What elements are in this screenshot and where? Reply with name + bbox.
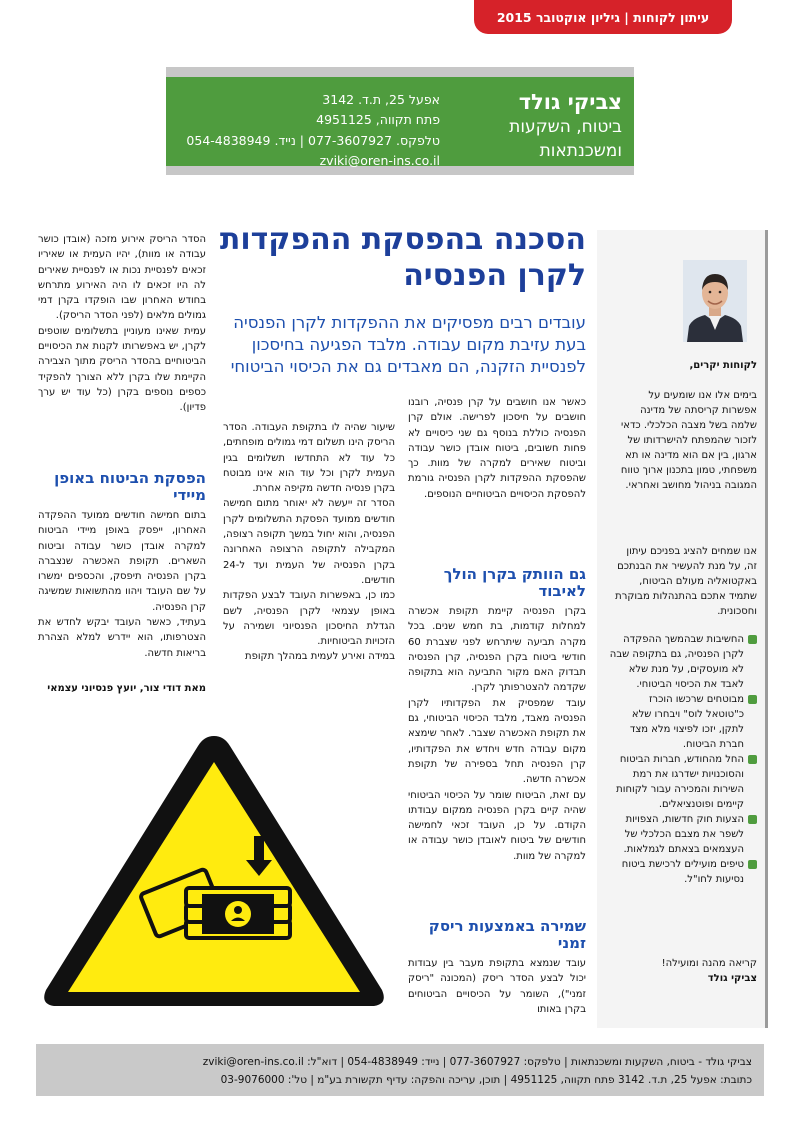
article-paragraph: כמו כן, באפשרות העובד לבצע הפקדות באופן עצמאי לקרן הפנסיה, לשם הגדלת החיסכון הפנסיוני ושמירה על הזכויות הביטוחיות. (223, 590, 395, 648)
agent-address: אפעל 25, ת.ד. 3142 (322, 92, 440, 107)
agent-services-line2: ומשכנתאות (539, 141, 622, 161)
article-paragraph: כאשר אנו חושבים על קרן פנסיה, רובנו חושבים על חיסכון לפרישה. אולם קרן הפנסיה כוללת בנוסף גם שני כיסויים לא פחות חשובים, ביטוח אובדן כושר עבודה וביטוח שאירים למקרה של מוות. כך שהפסקת ההפקדות לקרן הפנסיה גורמת להפסקת הכיסויים הביטוחיים הנוספים. (408, 397, 586, 500)
agent-card (166, 77, 634, 166)
warning-sign-icon (38, 728, 390, 1014)
article-column-3-cont (38, 508, 206, 661)
sidebar-closing: קריאה מהנה ומועילה! (661, 958, 757, 969)
article-paragraph: עם זאת, הביטוח שומר על הכיסוי הביטוחי שהיה קיים בקרן הפנסיה ממקום עבודתו הקודם. על כן, העובד זכאי לחמישה חודשים של ביטוח לאובדן כושר עבודה או למקרה של מוות. (408, 789, 586, 862)
article-column-1-end (408, 956, 586, 1017)
agent-photo (683, 260, 747, 342)
article-paragraph: בקרן הפנסיה קיימת תקופת אכשרה למחלות קודמות, בת חמש שנים. בכל מקרה תביעה שיתרחש לפני שצברת 60 חודשי ביטוח בקרן הפנסיה, קרן הפנסיה תבדוק האם מקור התביעה הוא בתקופה שקדמה להצטרפותך לקרן. (408, 606, 586, 694)
list-item: החשיבות שבהמשך ההפקדה לקרן הפנסיה, גם בתקופה שבה לא מועסקים, על מנת שלא לאבד את הכיסוי הביטוחי. (609, 632, 757, 692)
list-item: החל מהחודש, חברות הביטוח והסוכנויות ישדרגו את רמת השירות והמכירה עבור לקוחות קיימים ופוטנציאלים. (609, 752, 757, 812)
editor-sidebar (597, 230, 768, 1028)
footer-bar (36, 1044, 764, 1096)
sidebar-greeting: לקוחות יקרים, (689, 360, 757, 371)
footer-contact-line: צביקי גולד - ביטוח, השקעות ומשכנתאות | טלפקס: 077-3607927 | נייד: 054-4838949 | דוא"ל: zviki@oren-ins.co.il (202, 1056, 752, 1068)
section-heading: גם הוותק בקרן הולך לאיבוד (443, 565, 586, 600)
article-paragraph: במידה ואירע לעמית במהלך תקופת (245, 651, 395, 663)
section-heading: שמירה באמצעות ריסק זמני (428, 917, 586, 952)
header-banner (166, 67, 634, 175)
article-column-2 (223, 420, 395, 665)
list-item: טיפים מועילים לרכישת ביטוח נסיעות לחו"ל. (609, 857, 757, 887)
article-paragraph: עובד שנמצא בתקופת מעבר בין עבודות יכול לבצע הסדר ריסק (המכונה "ריסק זמני"), השומר על הכיסויים הביטוחים בקרן באותו (408, 958, 586, 1015)
list-item: הצעות חוק חדשות, הצפויות לשפר את מצבם הכלכלי של העצמאים בצאתם לגמלאות. (609, 812, 757, 857)
article-paragraph: שיעור שהיה לו בתקופת העבודה. הסדר הריסק הינו תשלום דמי גמולים מופחתים, כל עוד לא התחדשו תשלומים בגין העמית לקרן וכל עוד הוא אינו מבוטח בקרן פנסיה חדשה מקיפה אחרת. (223, 422, 395, 495)
article-column-1 (408, 395, 586, 502)
article-paragraph: עמית שאינו מעוניין בתשלומים שוטפים לקרן, יש באפשרותו לקנות את הכיסויים הביטוחיים בהסדר הריסק מתוך הצבירה הקיימת שלו בקרן ללא הצורך להפקיד כספים נוספים בקרן (כל עוד יש ערך פדיון). (38, 325, 206, 414)
article-author: מאת דודי צור, יועץ פנסיוני עצמאי (47, 683, 206, 694)
sidebar-paragraph: בימים אלו אנו שומעים על אפשרות קריסתה של מדינה שלמה בשל מצבה הכלכלי. כדאי לזכור שהמפתח להישרדותו של ארגון, בין אם הוא מדינה או תא משפחתי, טמון בתכנון ארוך טווח המגובה בניהול מחושב ואחראי. (620, 390, 757, 491)
article-paragraph: בתום חמישה חודשים ממועד ההפקדה האחרון, ייפסק באופן מיידי הביטוח למקרה אובדן כושר עבודה וביטוח השארים. תקופת האכשרה שנצברה בקרן הפנסיה תיפסק, והכספים ימשרו על שם העובד ויהוו מהתשואות שמשיגה קרן הפנסיה. (38, 510, 206, 613)
agent-email[interactable]: zviki@oren-ins.co.il (319, 153, 440, 168)
article-paragraph: הסדר הריסק אירוע מזכה (אובדן כושר עבודה או מוות), יהיו העמית או שאיריו זכאים לפנסיית נכות או לפנסיית שאירים לה היו זכאים לו היה האירוע מתרחש בחודש האחרון שבו הופקדו בקרן דמי גמולים מלאים (לפני הסדר הריסק). (38, 234, 206, 322)
article-column-1-cont (408, 604, 586, 864)
footer-address-line: כתובת: אפעל 25, ת.ד. 3142 פתח תקווה, 4951125 | תוכן, עריכה והפקה: עדיף תקשורת בע"מ | טל': 03-9076000 (220, 1074, 752, 1086)
sidebar-paragraph: אנו שמחים להציג בפניכם עיתון זה, על מנת להעשיר את הבנתכם באקטואליה מעולם הביטוח, שתמיד אתכם בהתנהלות מבוקרת וחסכונית. (615, 546, 757, 617)
article-paragraph: עובד שמפסיק את הפקדותיו לקרן הפנסיה מאבד, מלבד הכיסוי הביטוחי, גם את תקופת האכשרה שצבר. לאחר שימצא מקום עבודה חדש ויחדש את הפקדותיו, קרן הפנסיה תחל בספירה של תקופת אכשרה חדשה. (408, 697, 586, 786)
agent-services-line1: ביטוח, השקעות (509, 117, 622, 137)
article-headline: הסכנה בהפסקת ההפקדות לקרן הפנסיה (219, 222, 586, 293)
agent-city: פתח תקווה, 4951125 (316, 112, 440, 127)
sidebar-signature: צביקי גולד (707, 973, 757, 984)
section-heading: הפסקת הביטוח באופן מיידי (54, 469, 206, 504)
article-paragraph: בעתיד, כאשר העובד יבקש לחדש את הצטרפותו, הוא יידרש למלא הצהרת בריאות חדשה. (38, 617, 206, 659)
article-paragraph: הסדר זה ייעשה לא יאוחר מתום חמישה חודשים ממועד הפסקת התשלומים לקרן הפנסיה, והוא יחול במשך תקופה רצופה, המקבילה לתקופה הרצופה האחרונה בקרן הפנסיה של העמית ועד ל-24 חודשים. (223, 498, 395, 586)
agent-name: צביקי גולד (518, 90, 622, 114)
list-item: מבוטחים שרכשו הוכרז כ"טוטאל לוס" ויבחרו שלא לתקן, יזכו לפיצוי מלא מצד חברת הביטוח. (609, 692, 757, 752)
article-column-3 (38, 232, 206, 416)
issue-tab: עיתון לקוחות | גיליון אוקטובר 2015 (474, 0, 732, 34)
sidebar-bullet-list (609, 632, 757, 887)
agent-portrait-icon (683, 260, 747, 342)
agent-phones: טלפקס. 077-3607927 | נייד. 054-4838949 (186, 133, 440, 148)
article-subheadline: עובדים רבים מפסיקים את ההפקדות לקרן הפנסיה בעת עזיבת מקום עבודה. מלבד הפגיעה בחיסכון לפנסיית הזקנה, הם מאבדים גם את הכיסוי הביטוחי (230, 313, 586, 376)
